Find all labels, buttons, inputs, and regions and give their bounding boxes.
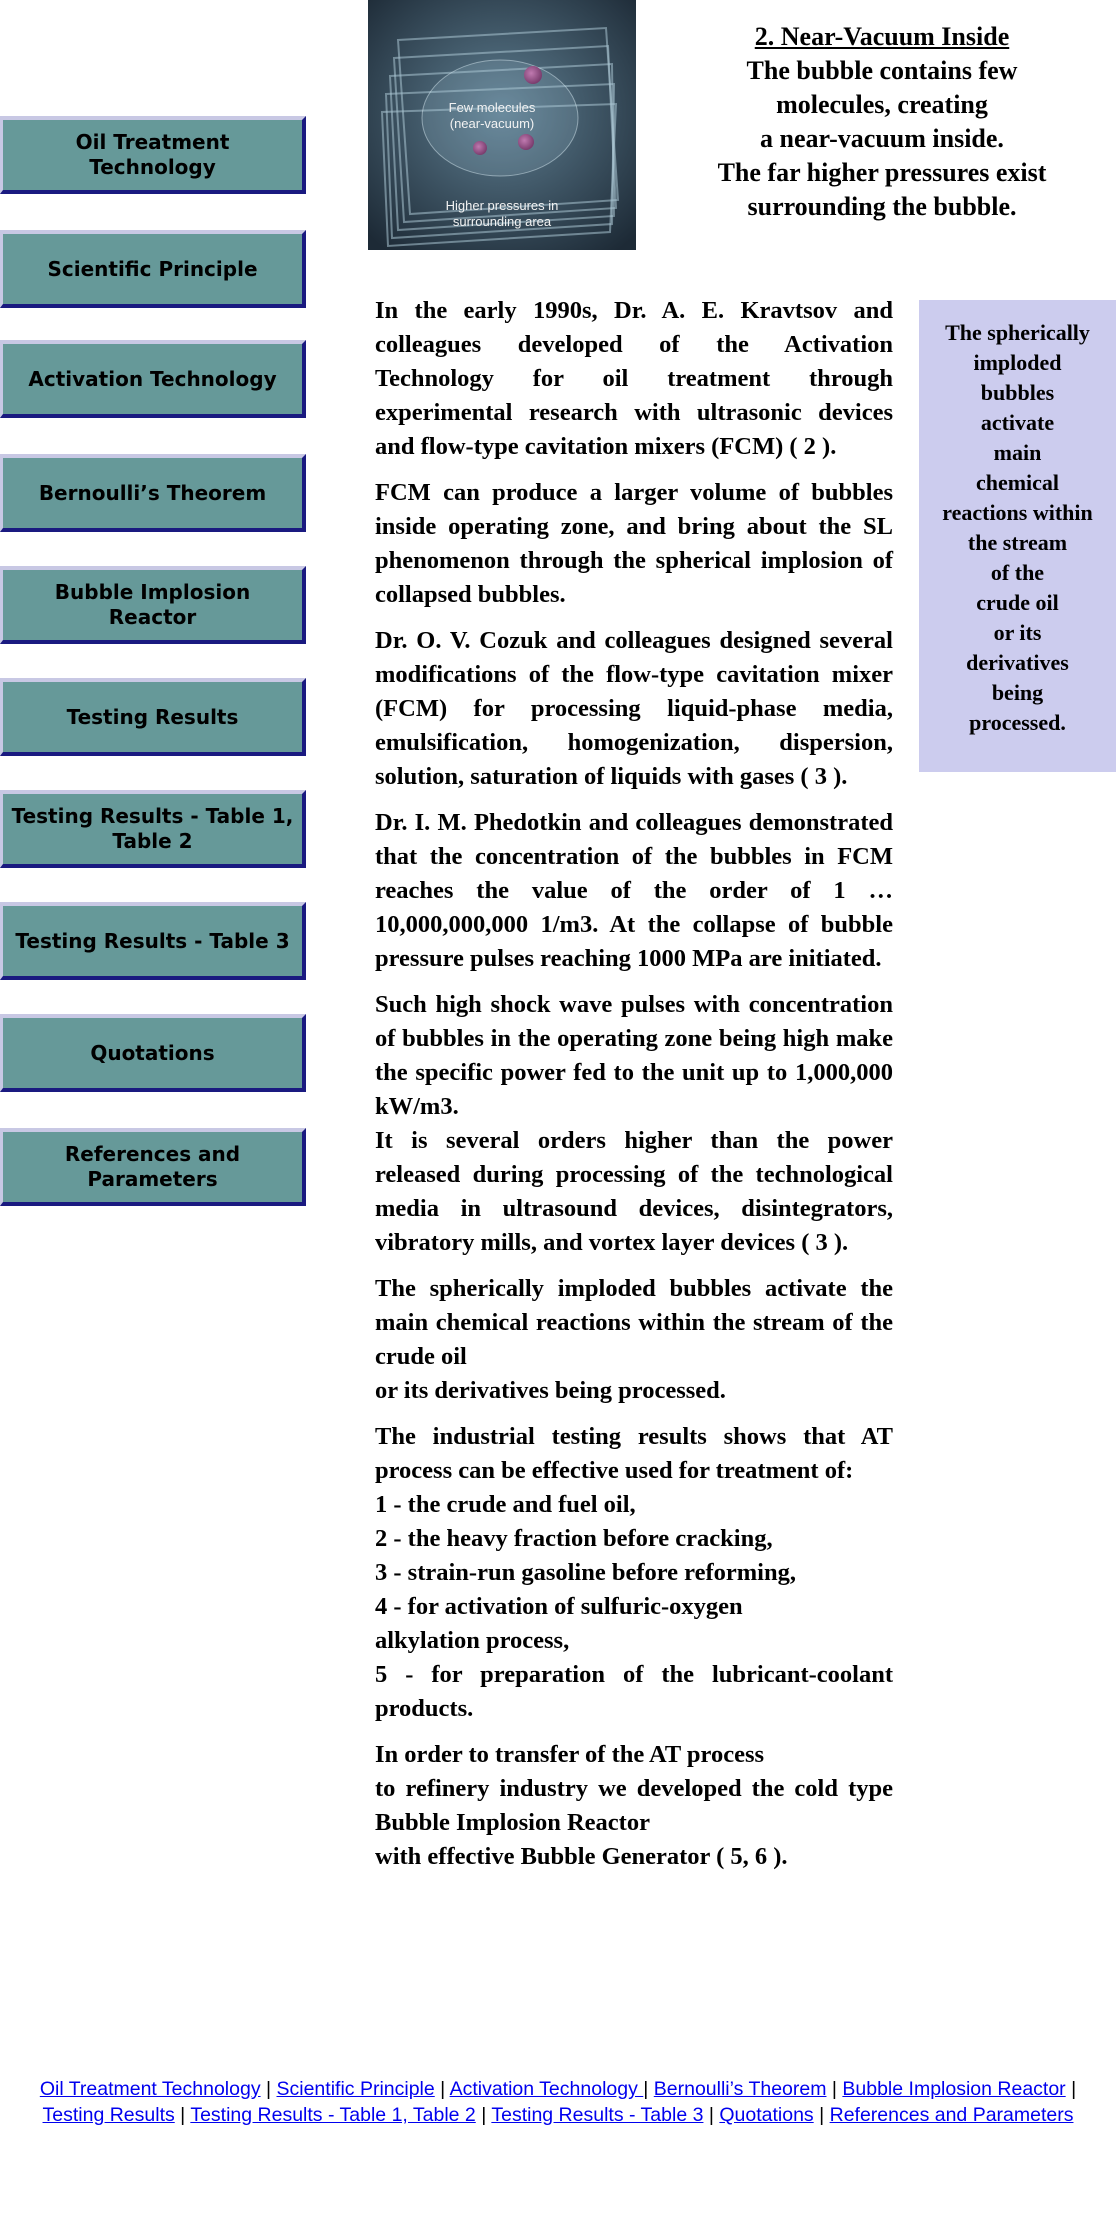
footer-separator: | [831,2078,837,2100]
article-sentence: The spherically imploded bubbles activate the main chemical reactions within the stream of the crude oil [375,1275,893,1370]
sidebox-line: reactions within [942,500,1093,525]
sidebox-line: crude oil [976,590,1059,615]
footer-link-scientific-principle[interactable]: Scientific Principle [276,2078,435,2100]
nav-label: Oil Treatment Technology [75,130,230,179]
article-sentence: or its derivatives being processed. [375,1377,726,1404]
footer-separator: | [481,2104,487,2126]
nav-testing-results-table-1-2[interactable] [0,790,306,868]
nav-testing-results[interactable] [0,678,306,756]
nav-label: Bubble Implosion Reactor [54,580,251,629]
footer-separator: | [440,2078,446,2100]
footer-link-testing-results-table-1-2[interactable]: Testing Results - Table 1, Table 2 [190,2104,476,2126]
nav-label: Testing Results - Table 1, Table 2 [11,804,294,853]
nav-label: Quotations [90,1040,215,1065]
caption-line: The bubble contains few [746,56,1018,85]
article-sentence: Such high shock wave pulses with concentration of bubbles in the operating zone being high make the specific power fed to the unit up to 1,000,000 kW/m3. [375,991,893,1120]
footer-link-quotations[interactable]: Quotations [719,2104,814,2126]
caption-line: The far higher pressures exist [717,158,1047,187]
treatment-item: 2 - the heavy fraction before cracking, [375,1525,773,1552]
sidebox-line: The spherically [945,320,1090,345]
caption-line: surrounding the bubble. [747,192,1017,221]
article-paragraph: Dr. I. M. Phedotkin and colleagues demonstrated that the concentration of the bubbles in FCM reaches the value of the order of 1 … 10,000,000,000 1/m3. At the collapse of bubble pressure pulses reaching 1000 MPa are initiated. [375,809,893,972]
nav-label: Testing Results [66,704,239,729]
sidebox-line: chemical [975,470,1060,495]
footer-link-references-and-parameters[interactable]: References and Parameters [829,2104,1074,2126]
sidebox-line: the stream [967,530,1068,555]
nav-quotations[interactable] [0,1014,306,1092]
nav-label: Testing Results - Table 3 [15,928,290,953]
treatment-intro: The industrial testing results shows that AT process can be effective used for treatment of: [375,1423,893,1484]
footer-separator: | [180,2104,186,2126]
nav-label: Scientific Principle [47,256,258,281]
article-paragraph: FCM can produce a larger volume of bubbles inside operating zone, and bring about the SL phenomenon through the spherical implosion of collapsed bubbles. [375,479,893,608]
sidebox-line: bubbles [980,380,1055,405]
nav-references-and-parameters[interactable] [0,1128,306,1206]
footer-link-bubble-implosion-reactor[interactable]: Bubble Implosion Reactor [842,2078,1066,2100]
nav-label: Bernoulli’s Theorem [38,480,267,505]
footer-separator: | [708,2104,714,2126]
sidebox-line: of the [990,560,1045,585]
article-body [375,294,893,1886]
nav-oil-treatment-technology[interactable] [0,116,306,194]
hero-label-bottom-2: surrounding area [452,214,552,229]
sidebox-line: processed. [969,710,1066,735]
article-sentence: with effective Bubble Generator ( 5, 6 ). [375,1843,788,1870]
sidebox-line: imploded [973,350,1062,375]
nav-bernoullis-theorem[interactable] [0,454,306,532]
hero-label-bottom-1: Higher pressures in [445,198,559,213]
article-paragraph [375,1272,893,1408]
article-paragraph [375,988,893,1260]
treatment-item: 4 - for activation of sulfuric-oxygen [375,1593,743,1620]
highlight-sidebox [919,300,1116,772]
nav-label: References and Parameters [64,1142,241,1191]
treatment-item: 3 - strain-run gasoline before reforming, [375,1559,796,1586]
treatment-item: 5 - for preparation of the lubricant-coolant products. [375,1661,893,1722]
sidebox-line: main [993,440,1042,465]
footer-separator: | [266,2078,272,2100]
caption-title: 2. Near-Vacuum Inside [754,22,1010,51]
sidebox-line: derivatives [966,650,1069,675]
treatment-item: 1 - the crude and fuel oil, [375,1491,636,1518]
footer-link-activation-technology[interactable]: Activation Technology [449,2078,644,2100]
bubble-illustration [368,0,636,250]
footer-separator: | [819,2104,825,2126]
article-sentence: It is several orders higher than the power released during processing of the technological media in ultrasound devices, disintegrators, vibratory mills, and vortex layer devices ( 3 ). [375,1127,893,1256]
article-paragraph: Dr. O. V. Cozuk and colleagues designed several modifications of the flow-type cavitation mixer (FCM) for processing liquid-phase media, emulsification, homogenization, dispersion, solution, saturation of liquids with gases ( 3 ). [375,627,893,790]
sidebox-line: or its [993,620,1042,645]
treatment-item: alkylation process, [375,1627,570,1654]
nav-activation-technology[interactable] [0,340,306,418]
footer-link-oil-treatment-technology[interactable]: Oil Treatment Technology [39,2078,261,2100]
bubble-illustration-svg [368,0,636,250]
nav-scientific-principle[interactable] [0,230,306,308]
article-paragraph [375,1420,893,1726]
footer-link-testing-results[interactable]: Testing Results [42,2104,175,2126]
footer-link-testing-results-table-3[interactable]: Testing Results - Table 3 [491,2104,704,2126]
near-vacuum-caption [672,20,1092,224]
hero-label-top-2: (near-vacuum) [449,116,535,131]
nav-testing-results-table-3[interactable] [0,902,306,980]
sidebox-line: activate [980,410,1055,435]
footer-separator: | [643,2078,649,2100]
caption-line: a near-vacuum inside. [760,124,1004,153]
nav-bubble-implosion-reactor[interactable] [0,566,306,644]
footer-separator: | [1071,2078,1077,2100]
sidebox-line: being [991,680,1044,705]
article-paragraph: In the early 1990s, Dr. A. E. Kravtsov and colleagues developed of the Activation Technology for oil treatment through experimental research with ultrasonic devices and flow-type cavitation mixers (FCM) ( 2 ). [375,297,893,460]
article-paragraph [375,1738,893,1874]
caption-line: molecules, creating [776,90,988,119]
article-sentence: to refinery industry we developed the cold type Bubble Implosion Reactor [375,1775,893,1836]
footer-nav [10,2076,1106,2128]
hero-label-top-1: Few molecules [448,100,536,115]
article-sentence: In order to transfer of the AT process [375,1741,765,1768]
nav-label: Activation Technology [28,366,277,391]
footer-link-bernoullis-theorem[interactable]: Bernoulli’s Theorem [653,2078,827,2100]
